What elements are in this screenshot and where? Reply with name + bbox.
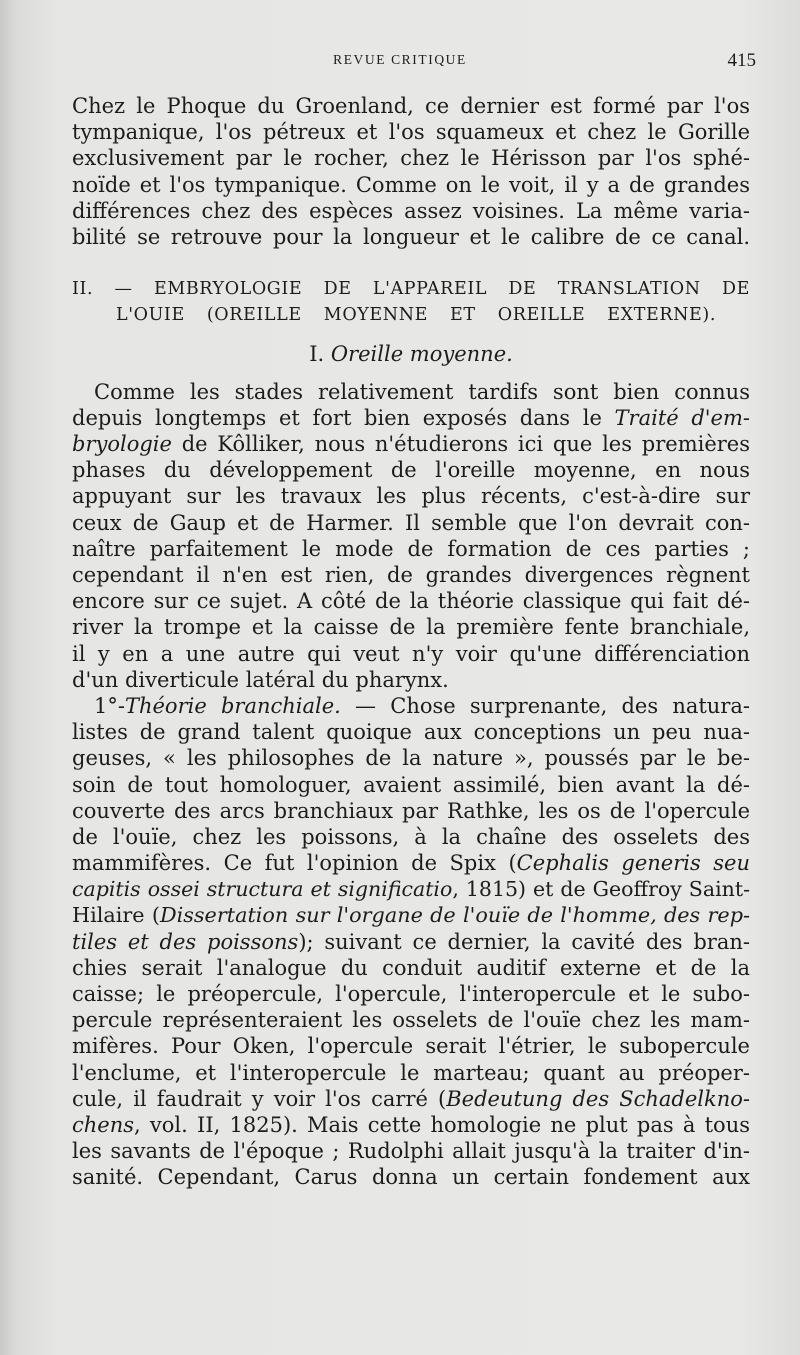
text-run: cule, il faudrait y voir l'os carré ( — [72, 1086, 447, 1111]
subsection-number: I. — [309, 341, 325, 366]
text-line: noïde et l'os tympanique. Comme on le voit, il y a de grandes — [72, 172, 750, 197]
book-title-italic: bryologie — [72, 432, 172, 457]
text-line: de l'ouïe, chez les poissons, à la chaîne des osselets des — [72, 824, 750, 849]
text-line: percule représenteraient les osselets de l'ouïe chez les mam- — [72, 1008, 750, 1033]
text-line: cependant il n'en est rien, de grandes divergences règnent — [72, 563, 750, 587]
text-line — [72, 902, 750, 928]
text-line — [72, 1112, 750, 1138]
book-title-italic: Cephalis generis seu — [516, 851, 750, 876]
book-title-italic: chens — [72, 1112, 135, 1137]
text-line: d'un diverticule latéral du pharynx. — [72, 667, 449, 692]
text-line: phases du développement de l'oreille moyenne, en nous — [72, 458, 750, 483]
text-run: , vol. II, 1825). Mais cette homologie ne plut pas à tous — [134, 1112, 750, 1137]
text-line: Comme les stades relativement tardifs sont bien connus — [94, 379, 750, 404]
text-line: couverte des arcs branchiaux par Rathke, les os de l'opercule — [72, 798, 750, 823]
text-line: naître parfaitement le mode de formation de ces parties ; — [72, 536, 750, 561]
text-run: 1°- — [94, 693, 125, 718]
body-text — [72, 93, 750, 1191]
book-title-italic: Traité d'em- — [614, 405, 750, 430]
text-line — [72, 1086, 750, 1112]
text-run: — Chose surprenante, des natura- — [340, 693, 750, 718]
text-line: river la trompe et la caisse de la première fente branchiale, — [72, 615, 750, 640]
text-line — [72, 876, 750, 902]
text-line — [72, 431, 750, 457]
book-title-italic: Dissertation sur l'organe de l'ouïe de l'homme, des rep- — [159, 903, 750, 928]
running-head — [0, 48, 800, 78]
text-line: listes de grand talent quoique aux conceptions un peu nua- — [72, 720, 750, 745]
subsection-title — [72, 341, 750, 367]
paragraph-2 — [72, 379, 750, 693]
section-heading-line-1: II. — EMBRYOLOGIE DE L'APPAREIL DE TRANSLATION DE — [72, 279, 750, 300]
text-line: bilité se retrouve pour la longueur et le calibre de ce canal. — [72, 224, 750, 249]
text-run: , 1815) et de Geoffroy Saint- — [452, 877, 751, 902]
text-line: exclusivement par le rocher, chez le Hérisson par l'os sphé- — [72, 146, 750, 171]
text-line — [72, 929, 750, 955]
page-number: 415 — [727, 50, 756, 71]
text-line: caisse; le préopercule, l'opercule, l'interopercule et le subo- — [72, 982, 750, 1006]
text-line: appuyant sur les travaux les plus récents, c'est-à-dire sur — [72, 484, 750, 509]
text-line: encore sur ce sujet. A côté de la théorie classique qui fait dé- — [72, 589, 750, 614]
text-run: mammifères. Ce fut l'opinion de Spix ( — [72, 851, 517, 876]
text-line: sanité. Cependant, Carus donna un certain fondement aux — [72, 1165, 750, 1190]
text-line: soin de tout homologuer, avaient assimilé, bien avant la dé- — [72, 772, 750, 797]
subsection-title-text: Oreille moyenne. — [330, 341, 513, 366]
book-title-italic: Bedeutung des Schadelkno- — [446, 1086, 750, 1111]
text-line: chies serait l'analogue du conduit auditif externe et de la — [72, 955, 750, 980]
section-heading — [72, 276, 750, 328]
text-run: de Kôlliker, nous n'étudierons ici que les premières — [171, 432, 750, 457]
text-line: mifères. Pour Oken, l'opercule serait l'étrier, le subopercule — [72, 1034, 750, 1059]
book-title-italic: tiles et des poissons — [72, 929, 299, 954]
text-line: il y en a une autre qui veut n'y voir qu'une différenciation — [72, 641, 750, 666]
text-line — [72, 693, 750, 719]
paragraph-1 — [72, 93, 750, 250]
text-line: Chez le Phoque du Groenland, ce dernier est formé par l'os — [72, 94, 750, 118]
text-line — [72, 405, 750, 431]
text-run: ); suivant ce dernier, la cavité des bran- — [298, 929, 750, 954]
text-line: les savants de l'époque ; Rudolphi allait jusqu'à la traiter d'in- — [72, 1139, 750, 1164]
paragraph-3 — [72, 693, 750, 1191]
section-label-italic: Théorie branchiale. — [124, 693, 341, 718]
text-line — [72, 850, 750, 876]
text-line: geuses, « les philosophes de la nature », poussés par le be- — [72, 746, 750, 771]
text-line: tympanique, l'os pétreux et l'os squameux et chez le Gorille — [72, 120, 750, 145]
text-line: l'enclume, et l'interopercule le marteau; quant au préoper- — [72, 1060, 750, 1085]
text-run: depuis longtemps et fort bien exposés dans le — [72, 405, 615, 430]
text-line: ceux de Gaup et de Harmer. Il semble que l'on devrait con- — [72, 510, 750, 535]
text-line: différences chez des espèces assez voisines. La même varia- — [72, 198, 750, 223]
book-title-italic: capitis ossei structura et significatio — [72, 877, 453, 902]
text-run: Hilaire ( — [72, 903, 160, 928]
running-title: REVUE CRITIQUE — [333, 52, 467, 67]
section-heading-line-2: L'OUIE (OREILLE MOYENNE ET OREILLE EXTERNE). — [116, 305, 716, 326]
